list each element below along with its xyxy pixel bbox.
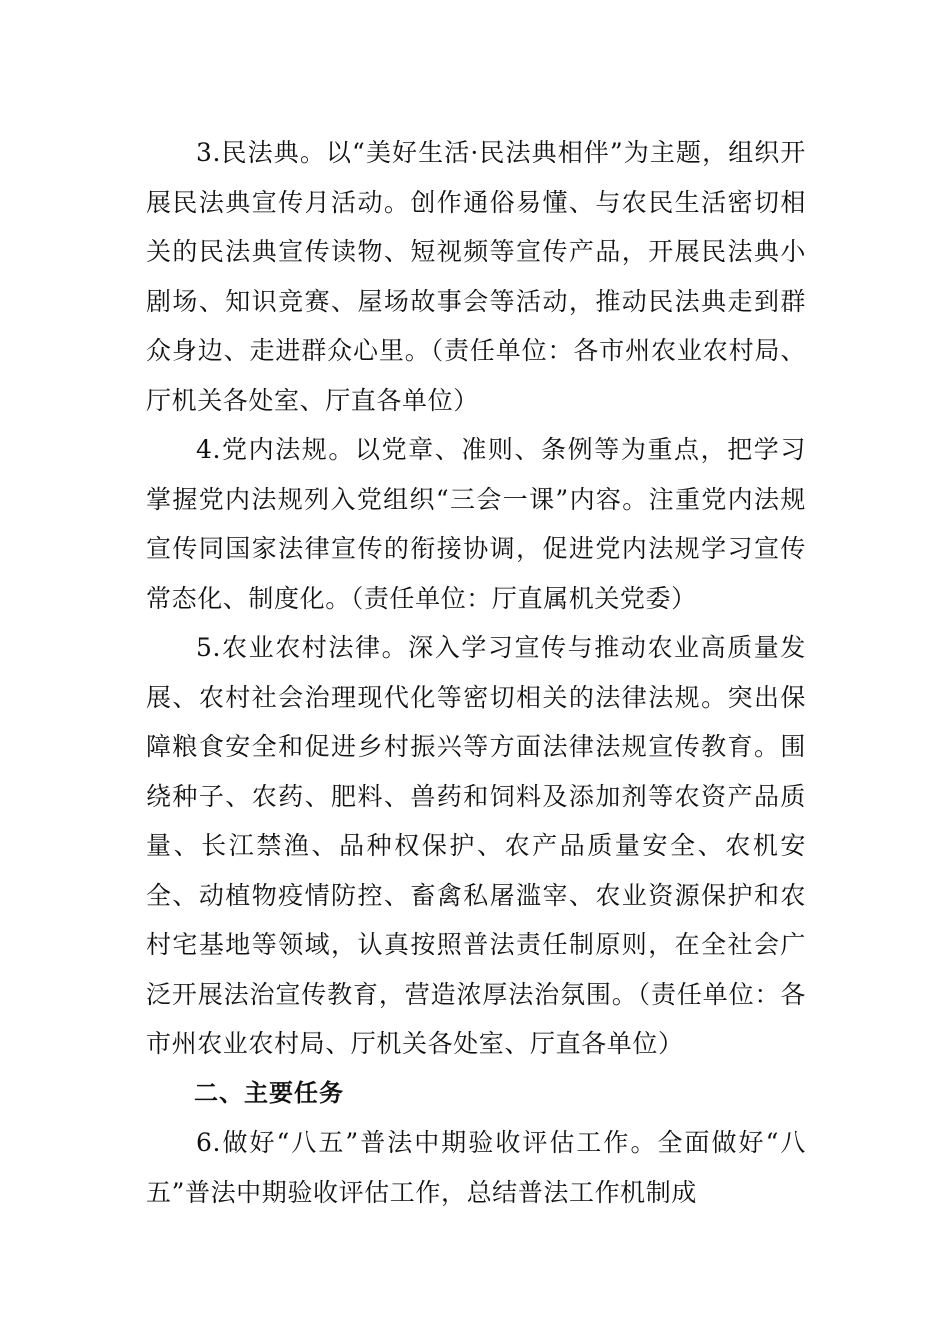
paragraph-party-regulations: 4.党内法规。以党章、准则、条例等为重点，把学习掌握党内法规列入党组织“三会一课”内容。注重党内法规宣传同国家法律宣传的衔接协调，促进党内法规学习宣传常态化、制度化。（责任单位：厅直属机关党委） — [146, 435, 806, 613]
paragraph-civil-code: 3.民法典。以“美好生活·民法典相伴”为主题，组织开展民法典宣传月活动。创作通俗易懂、与农民生活密切相关的民法典宣传读物、短视频等宣传产品，开展民法典小剧场、知识竞赛、屋场故事会等活动，推动民法典走到群众身边、走进群众心里。（责任单位：各市州农业农村局、厅机关各处室、厅直各单位） — [146, 138, 806, 415]
section-heading-main-tasks: 二、主要任务 — [194, 1078, 344, 1107]
document-body — [146, 128, 806, 1217]
paragraph-mid-term-evaluation: 6.做好“八五”普法中期验收评估工作。全面做好“八五”普法中期验收评估工作，总结普法工作机制成 — [146, 1128, 806, 1207]
paragraph-agriculture-law: 5.农业农村法律。深入学习宣传与推动农业高质量发展、农村社会治理现代化等密切相关的法律法规。突出保障粮食安全和促进乡村振兴等方面法律法规宣传教育。围绕种子、农药、肥料、兽药和饲料及添加剂等农资产品质量、长江禁渔、品种权保护、农产品质量安全、农机安全、动植物疫情防控、畜禽私屠滥宰、农业资源保护和农村宅基地等领域，认真按照普法责任制原则，在全社会广泛开展法治宣传教育，营造浓厚法治氛围。（责任单位：各市州农业农村局、厅机关各处室、厅直各单位） — [146, 633, 806, 1058]
